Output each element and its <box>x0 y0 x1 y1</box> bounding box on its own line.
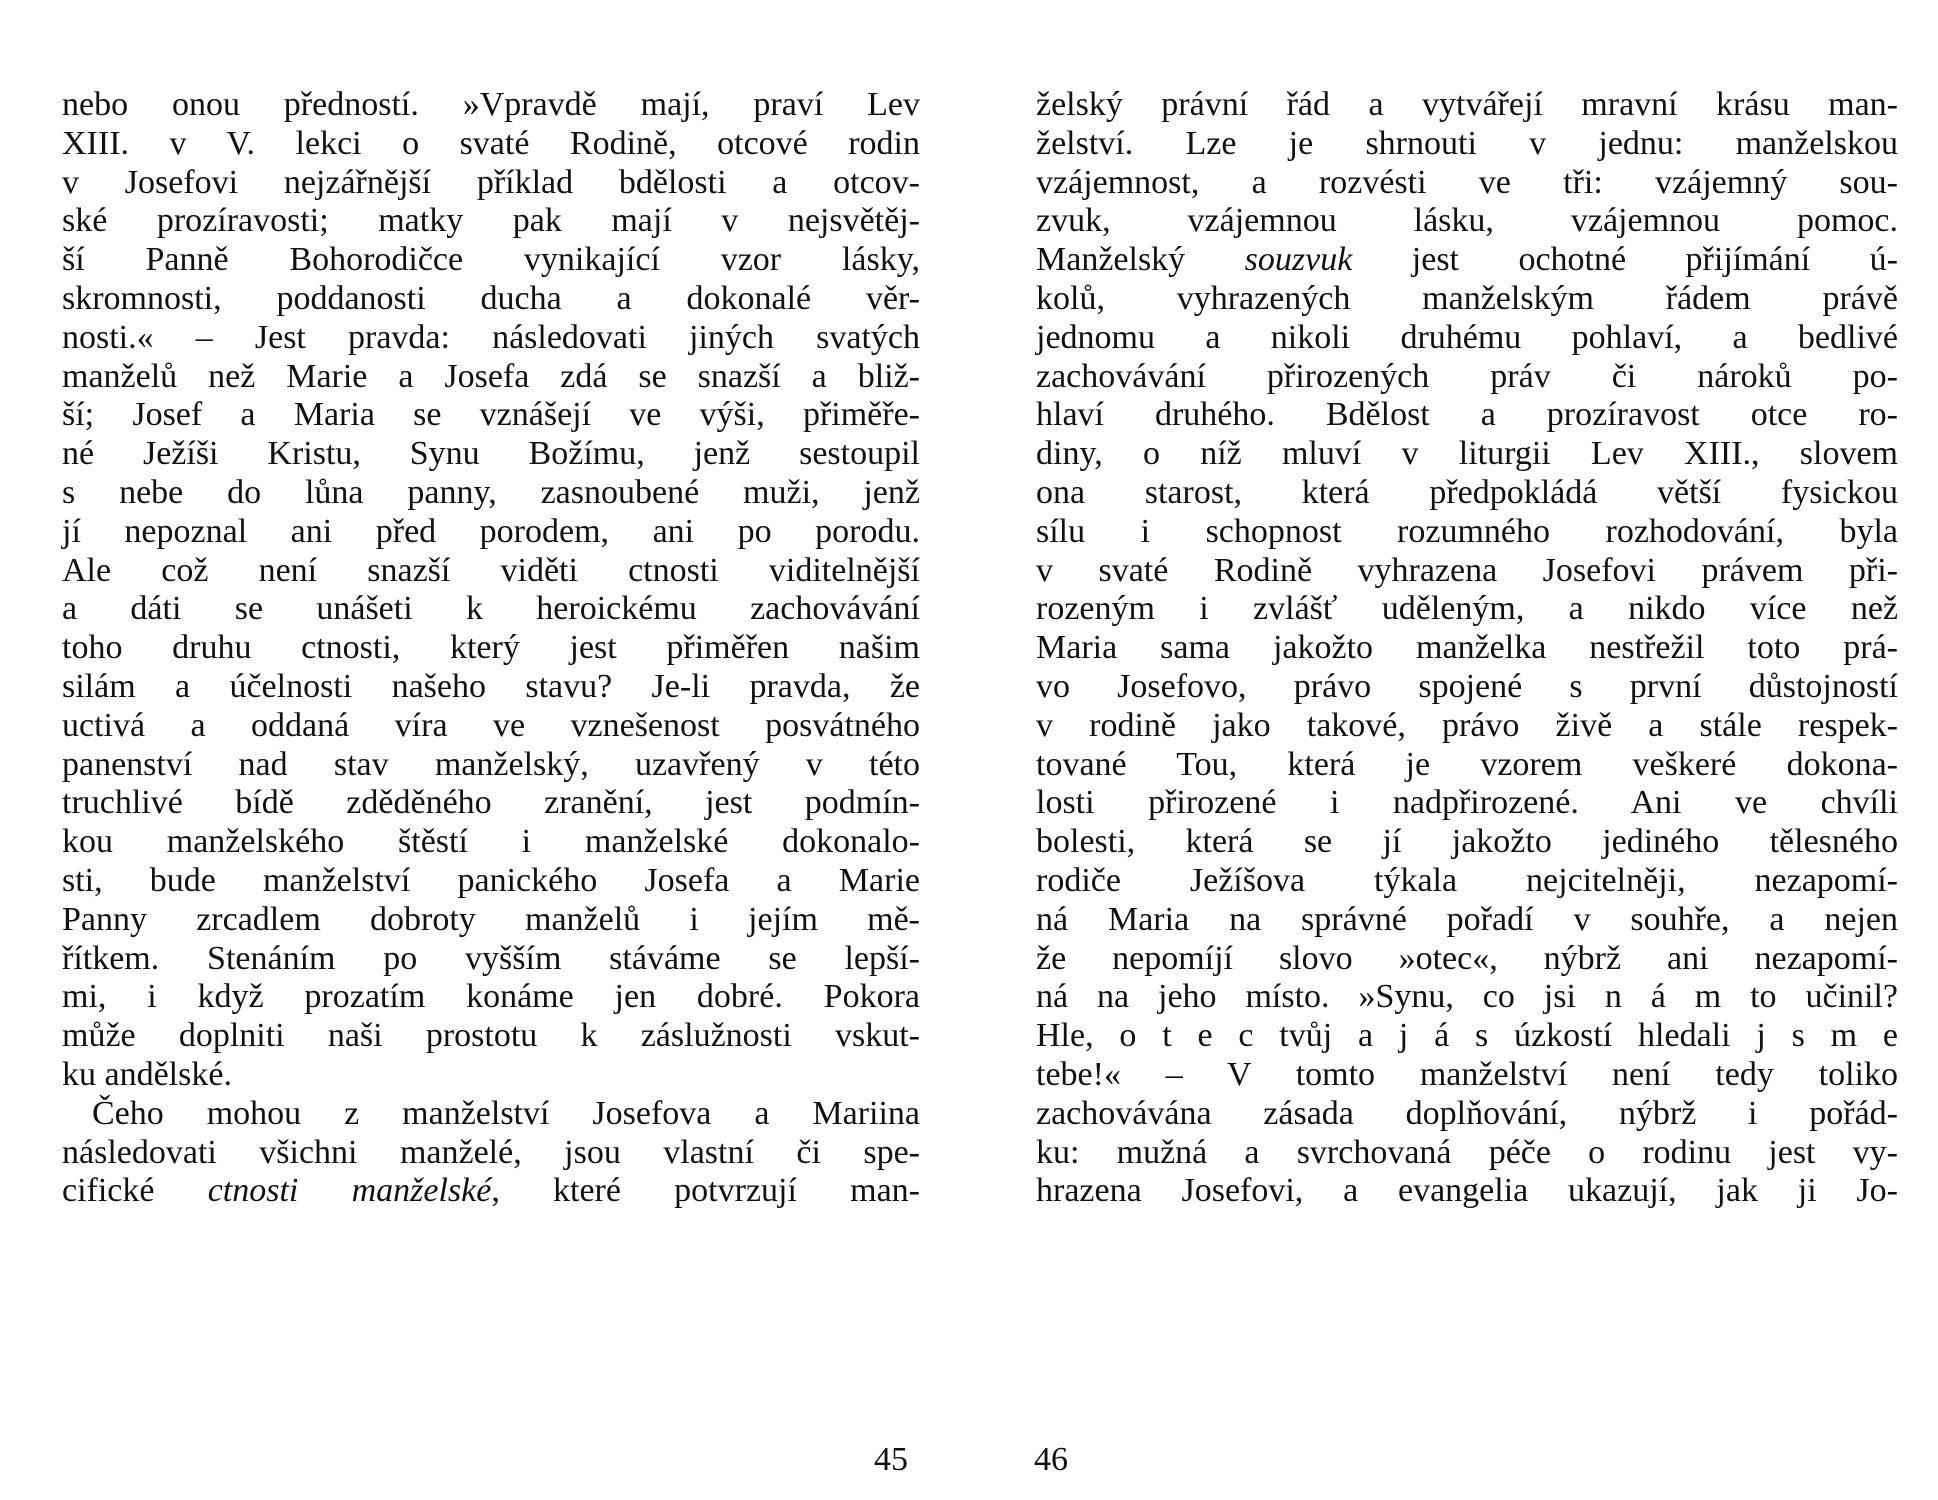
text-line <box>62 1172 920 1211</box>
text-line: v Josefovi nejzářnější příklad bdělosti a otcov- <box>62 163 920 201</box>
text-line: né Ježíši Kristu, Synu Božímu, jenž sestoupil <box>62 435 920 473</box>
italic-emphasis: ctnosti manželské <box>207 1172 492 1210</box>
text-line: kolů, vyhrazených manželským řádem právě <box>1036 279 1898 317</box>
text-line: silám a účelnosti našeho stavu? Je-li pravda, že <box>62 667 920 705</box>
text-line: následovati všichni manželé, jsou vlastní či spe- <box>62 1133 920 1171</box>
text-line: manželů než Marie a Josefa zdá se snazší a bliž- <box>62 357 920 395</box>
italic-emphasis: souzvuk <box>1244 241 1353 279</box>
text-line: želství. Lze je shrnouti v jednu: manželskou <box>1036 124 1898 162</box>
text-line: ku andělské. <box>62 1055 232 1093</box>
text-line: nebo onou předností. »Vpravdě mají, praví Lev <box>62 86 920 123</box>
text-line: zvuk, vzájemnou lásku, vzájemnou pomoc. <box>1036 202 1898 240</box>
text-line: může doplniti naši prostotu k záslužnosti vskut- <box>62 1017 920 1055</box>
left-page <box>62 86 920 1211</box>
text-line <box>1036 241 1898 280</box>
text-line: v rodině jako takové, právo živě a stále respek- <box>1036 706 1898 744</box>
text-line: ší; Josef a Maria se vznášejí ve výši, přiměře- <box>62 396 920 434</box>
text-line: Ale což není snazší viděti ctnosti viditelnější <box>62 551 920 589</box>
text-line: vzájemnost, a rozvésti ve tři: vzájemný sou- <box>1036 163 1898 201</box>
right-page <box>1036 86 1898 1211</box>
text-line: truchlivé bídě zděděného zranění, jest podmín- <box>62 784 920 822</box>
text-line: Panny zrcadlem dobroty manželů i jejím mě- <box>62 900 920 938</box>
page-number-left: 45 <box>874 1441 908 1478</box>
text-run: Manželský <box>1036 241 1245 279</box>
text-line: Hle, o t e c tvůj a j á s úzkostí hledali j s m e <box>1036 1017 1898 1055</box>
text-line: hrazena Josefovi, a evangelia ukazují, jak ji Jo- <box>1036 1172 1898 1210</box>
text-line: toho druhu ctnosti, který jest přiměřen našim <box>62 629 920 667</box>
text-line: ské prozíravosti; matky pak mají v nejsvětěj- <box>62 202 920 240</box>
text-line: s nebe do lůna panny, zasnoubené muži, jenž <box>62 473 920 511</box>
text-line: zachovávání přirozených práv či nároků po- <box>1036 357 1898 395</box>
text-line: skromnosti, poddanosti ducha a dokonalé věr- <box>62 279 920 317</box>
text-line: Maria sama jakožto manželka nestřežil toto prá- <box>1036 629 1898 667</box>
text-line: řítkem. Stenáním po vyšším stáváme se lepší- <box>62 939 920 977</box>
text-line: diny, o níž mluví v liturgii Lev XIII., slovem <box>1036 435 1898 473</box>
text-run: cifické <box>62 1172 208 1210</box>
text-line: uctivá a oddaná víra ve vznešenost posvátného <box>62 706 920 744</box>
text-line: tebe!« – V tomto manželství není tedy toliko <box>1036 1055 1898 1093</box>
text-line: mi, i když prozatím konáme jen dobré. Pokora <box>62 978 920 1016</box>
text-line: nosti.« – Jest pravda: následovati jiných svatých <box>62 318 920 356</box>
text-line: panenství nad stav manželský, uzavřený v této <box>62 745 920 783</box>
text-run: jest ochotné přijímání ú- <box>1352 241 1898 279</box>
page-number-right: 46 <box>1034 1441 1068 1478</box>
text-line: jednomu a nikoli druhému pohlaví, a bedlivé <box>1036 318 1898 356</box>
text-line: vo Josefovo, právo spojené s první důstojností <box>1036 667 1898 705</box>
text-line: sílu i schopnost rozumného rozhodování, byla <box>1036 512 1898 550</box>
text-line: sti, bude manželství panického Josefa a Marie <box>62 861 920 899</box>
text-line: jí nepoznal ani před porodem, ani po porodu. <box>62 512 920 550</box>
text-line: ší Panně Bohorodičce vynikající vzor lásky, <box>62 241 920 279</box>
text-line: XIII. v V. lekci o svaté Rodině, otcové rodin <box>62 124 920 162</box>
text-line: zachovávána zásada doplňování, nýbrž i pořád- <box>1036 1094 1898 1132</box>
text-line: kou manželského štěstí i manželské dokonalo- <box>62 823 920 861</box>
text-line: a dáti se unášeti k heroickému zachovávání <box>62 590 920 628</box>
text-line: losti přirozené i nadpřirozené. Ani ve chvíli <box>1036 784 1898 822</box>
text-line: rodiče Ježíšova týkala nejcitelněji, nezapomí- <box>1036 861 1898 899</box>
text-line: ná Maria na správné pořadí v souhře, a nejen <box>1036 900 1898 938</box>
text-line: ku: mužná a svrchovaná péče o rodinu jest vy- <box>1036 1133 1898 1171</box>
text-line: Čeho mohou z manželství Josefova a Mariina <box>92 1094 920 1132</box>
text-line: želský právní řád a vytvářejí mravní krásu man- <box>1036 86 1898 123</box>
text-line: v svaté Rodině vyhrazena Josefovi právem při- <box>1036 551 1898 589</box>
text-line: ná na jeho místo. »Synu, co jsi n á m to učinil? <box>1036 978 1898 1016</box>
text-line: že nepomíjí slovo »otec«, nýbrž ani nezapomí- <box>1036 939 1898 977</box>
text-line: tované Tou, která je vzorem veškeré dokona- <box>1036 745 1898 783</box>
text-line: ona starost, která předpokládá větší fysickou <box>1036 473 1898 511</box>
text-line: hlaví druhého. Bdělost a prozíravost otce ro- <box>1036 396 1898 434</box>
text-line: rozeným i zvlášť uděleným, a nikdo více než <box>1036 590 1898 628</box>
text-run: , které potvrzují man- <box>491 1172 920 1210</box>
text-line: bolesti, která se jí jakožto jediného tělesného <box>1036 823 1898 861</box>
